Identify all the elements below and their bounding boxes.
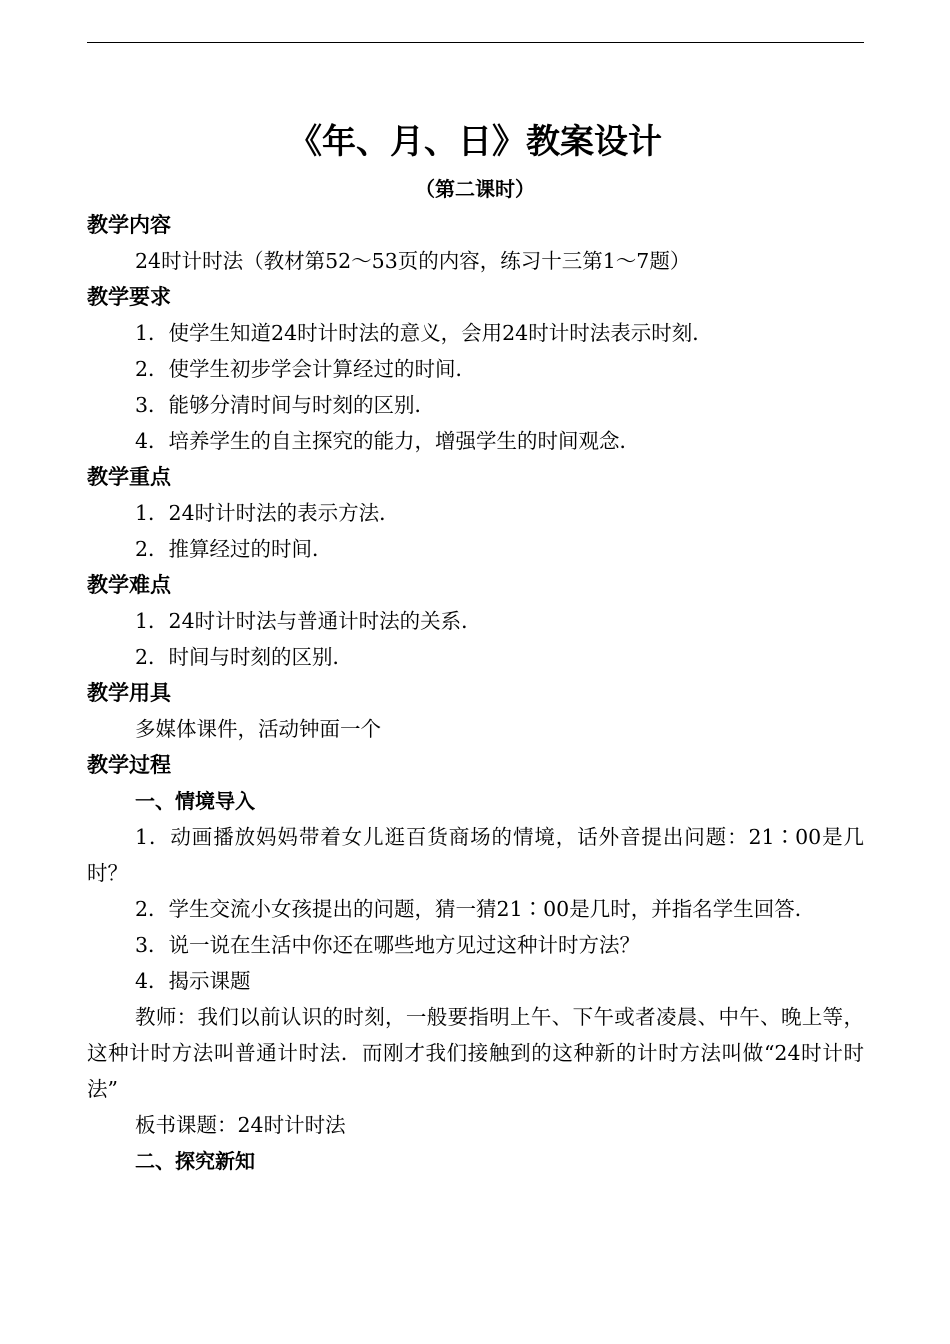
section-heading-content: 教学内容 (87, 213, 171, 237)
requirement-item: 1．使学生知道24时计时法的意义，会用24时计时法表示时刻． (135, 321, 713, 345)
key-point-item: 2．推算经过的时间． (135, 537, 333, 561)
tools-text: 多媒体课件，活动钟面一个 (135, 717, 381, 741)
section-heading-difficulties: 教学难点 (87, 573, 171, 597)
process-paragraph: 板书课题：24时计时法 (135, 1113, 346, 1137)
key-point-item: 1．24时计时法的表示方法． (135, 501, 400, 525)
process-paragraph: 1．动画播放妈妈带着女儿逛百货商场的情境，话外音提出问题：21∶00是几时？ (87, 825, 864, 885)
requirement-item: 3．能够分清时间与时刻的区别． (135, 393, 436, 417)
process-paragraph: 教师：我们以前认识的时刻，一般要指明上午、下午或者凌晨、中午、晚上等，这种计时方法叫普通计时法．而刚才我们接触到的这种新的计时方法叫做“24时计时法” (87, 1005, 864, 1101)
page-title: 《年、月、日》教案设计 (288, 122, 662, 162)
process-part2-heading: 二、探究新知 (135, 1149, 255, 1173)
section-heading-requirements: 教学要求 (87, 285, 171, 309)
header-rule (87, 42, 864, 43)
section-heading-tools: 教学用具 (87, 681, 171, 705)
requirement-item: 2．使学生初步学会计算经过的时间． (135, 357, 477, 381)
page-subtitle: （第二课时） (415, 177, 535, 201)
document-body (87, 207, 864, 1179)
section-heading-process: 教学过程 (87, 753, 171, 777)
process-paragraph: 2．学生交流小女孩提出的问题，猜一猜21∶00是几时，并指名学生回答． (135, 897, 816, 921)
difficulty-item: 1．24时计时法与普通计时法的关系． (135, 609, 482, 633)
requirement-item: 4．培养学生的自主探究的能力，增强学生的时间观念． (135, 429, 641, 453)
process-paragraph: 3．说一说在生活中你还在哪些地方见过这种计时方法？ (135, 933, 641, 957)
process-paragraph: 4．揭示课题 (135, 969, 251, 993)
content-text: 24时计时法（教材第52～53页的内容，练习十三第1～7题） (135, 249, 691, 273)
process-part1-heading: 一、情境导入 (135, 789, 255, 813)
difficulty-item: 2．时间与时刻的区别． (135, 645, 354, 669)
section-heading-key-points: 教学重点 (87, 465, 171, 489)
